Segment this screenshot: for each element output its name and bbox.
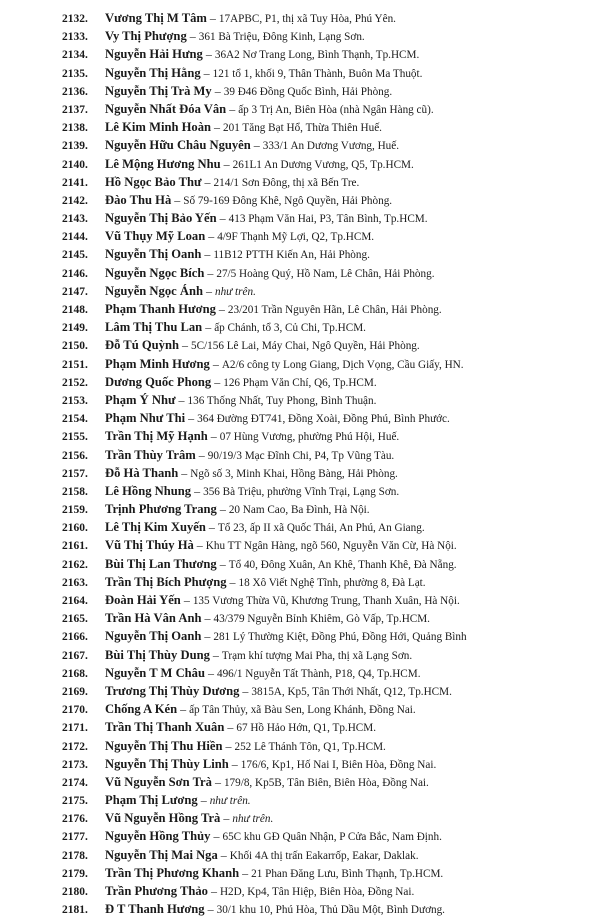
entry-address: 07 Hùng Vương, phường Phú Hội, Huế.	[219, 431, 400, 444]
entry-address: 3815A, Kp5, Tân Thới Nhất, Q12, Tp.HCM.	[251, 685, 452, 698]
entry-address: như trên.	[232, 813, 274, 826]
entry-name: Nguyễn Thị Thu Hiền	[105, 738, 223, 753]
entry-number: 2174.	[62, 776, 88, 789]
entry-separator: –	[214, 374, 221, 389]
entry-name: Chống A Kén	[105, 702, 178, 717]
list-item	[62, 155, 587, 173]
entry-name: Nguyễn Thị Thùy Linh	[105, 756, 229, 771]
entry-address: 179/8, Kp5B, Tân Biên, Biên Hòa, Đồng Nai.	[223, 776, 429, 789]
entry-number: 2180.	[62, 886, 88, 898]
entry-separator: –	[196, 538, 203, 553]
entry-separator: –	[204, 629, 211, 644]
entry-separator: –	[210, 429, 217, 444]
entry-address: 126 Phạm Văn Chí, Q6, Tp.HCM.	[223, 376, 377, 389]
entry-number: 2172.	[62, 740, 88, 753]
list-item	[62, 555, 587, 573]
entry-number: 2136.	[62, 85, 88, 98]
entry-separator: –	[253, 138, 260, 153]
entry-address: 413 Phạm Văn Hai, P3, Tân Bình, Tp.HCM.	[228, 213, 428, 226]
entry-number: 2148.	[62, 304, 88, 316]
entry-address: 17APBC, P1, thị xã Tuy Hòa, Phú Yên.	[218, 13, 396, 25]
entry-name: Nguyễn Thị Hằng	[105, 65, 201, 80]
entry-address: 20 Nam Cao, Ba Đình, Hà Nội.	[228, 504, 370, 517]
entry-separator: –	[218, 302, 225, 316]
entry-address: 43/379 Nguyễn Bỉnh Khiêm, Gò Vấp, Tp.HCM.	[213, 613, 430, 626]
list-item	[62, 900, 587, 918]
entry-separator: –	[204, 611, 211, 626]
entry-name: Phạm Thị Lương	[105, 793, 198, 808]
list-item	[62, 245, 587, 263]
entry-separator: –	[229, 101, 236, 116]
entry-address: 90/19/3 Mạc Đĩnh Chi, P4, Tp Vũng Tàu.	[207, 449, 395, 462]
entry-address: như trên.	[214, 285, 256, 298]
entry-name: Vũ Nguyễn Sơn Trà	[105, 774, 212, 789]
entry-separator: –	[214, 83, 221, 98]
list-item	[62, 318, 587, 336]
entry-address: 361 Bà Triệu, Đông Kinh, Lạng Sơn.	[198, 31, 365, 44]
entry-address: 364 Đường ĐT741, Đồng Xoài, Đồng Phú, Bình Phước.	[197, 413, 450, 426]
list-item	[62, 391, 587, 409]
entry-name: Đỗ Tú Quỳnh	[105, 338, 179, 353]
entry-separator: –	[198, 447, 205, 462]
entry-separator: –	[242, 865, 249, 880]
entry-separator: –	[207, 265, 214, 280]
entry-name: Trần Phương Thảo	[105, 884, 208, 898]
entry-name: Phạm Như Thi	[105, 411, 186, 426]
entry-name: Trương Thị Thùy Dương	[105, 683, 240, 698]
directory-list	[62, 9, 587, 918]
entry-number: 2149.	[62, 322, 88, 335]
list-item	[62, 336, 587, 354]
entry-number: 2143.	[62, 213, 88, 226]
entry-number: 2141.	[62, 176, 88, 189]
list-item	[62, 755, 587, 773]
entry-name: Trần Thị Bích Phượng	[105, 574, 227, 589]
entry-name: Vy Thị Phượng	[105, 29, 187, 44]
entry-name: Trần Thị Thanh Xuân	[105, 720, 225, 735]
entry-name: Nguyễn Thị Oanh	[105, 629, 202, 644]
entry-separator: –	[180, 702, 187, 717]
entry-separator: –	[205, 320, 212, 335]
entry-number: 2161.	[62, 540, 88, 553]
entry-number: 2155.	[62, 431, 88, 444]
entry-separator: –	[242, 683, 249, 698]
entry-address: 333/1 An Dương Vương, Huế.	[262, 140, 400, 153]
entry-number: 2176.	[62, 813, 88, 826]
list-item	[62, 627, 587, 645]
entry-number: 2159.	[62, 504, 88, 517]
entry-address: ấp 3 Trị An, Biên Hòa (nhà Ngân Hàng cũ).	[238, 103, 434, 116]
entry-name: Trịnh Phương Trang	[105, 502, 217, 517]
list-item	[62, 646, 587, 664]
entry-separator: –	[223, 156, 230, 171]
list-item	[62, 573, 587, 591]
entry-address: 252 Lê Thánh Tôn, Q1, Tp.HCM.	[234, 740, 386, 753]
entry-number: 2139.	[62, 140, 88, 153]
entry-number: 2142.	[62, 194, 88, 207]
entry-name: Nguyễn Nhất Đóa Vân	[105, 101, 227, 116]
entry-name: Trần Thị Mỹ Hạnh	[105, 429, 208, 444]
entry-separator: –	[231, 756, 238, 771]
entry-separator: –	[209, 11, 216, 25]
list-item	[62, 191, 587, 209]
entry-number: 2154.	[62, 413, 88, 426]
entry-separator: –	[208, 520, 215, 535]
list-item	[62, 173, 587, 191]
entry-number: 2175.	[62, 795, 88, 808]
entry-name: Nguyễn Ngọc Ánh	[105, 283, 203, 298]
entry-name: Lê Mộng Hương Nhu	[105, 156, 221, 171]
entry-number: 2170.	[62, 704, 88, 717]
entry-number: 2152.	[62, 376, 88, 389]
entry-address: A2/6 công ty Long Giang, Dịch Vọng, Cầu Giấy, HN.	[221, 358, 464, 371]
entry-number: 2140.	[62, 158, 88, 171]
list-item	[62, 9, 587, 27]
list-item	[62, 373, 587, 391]
entry-number: 2160.	[62, 522, 88, 535]
entry-number: 2157.	[62, 467, 88, 480]
entry-separator: –	[207, 902, 214, 917]
entry-number: 2156.	[62, 449, 88, 462]
entry-name: Lâm Thị Thu Lan	[105, 320, 203, 335]
entry-separator: –	[205, 283, 212, 298]
entry-address: 23/201 Trần Nguyên Hãn, Lê Chân, Hải Phòng.	[227, 304, 442, 316]
entry-address: 214/1 Sơn Đông, thị xã Bến Tre.	[213, 176, 360, 189]
entry-name: Lê Kim Minh Hoàn	[105, 120, 212, 135]
list-item	[62, 64, 587, 82]
entry-number: 2167.	[62, 649, 88, 662]
entry-name: Đ T Thanh Hương	[105, 902, 205, 917]
entry-name: Trần Thị Phương Khanh	[105, 865, 240, 880]
entry-separator: –	[200, 793, 207, 808]
list-item	[62, 427, 587, 445]
entry-address: 201 Tăng Bạt Hổ, Thừa Thiên Huế.	[223, 122, 382, 135]
entry-address: 65C khu GĐ Quân Nhận, P Cửa Bắc, Nam Định.	[222, 831, 442, 844]
entry-name: Đoàn Hải Yến	[105, 593, 181, 607]
entry-number: 2169.	[62, 685, 88, 698]
entry-separator: –	[183, 593, 190, 607]
entry-number: 2132.	[62, 13, 88, 25]
entry-separator: –	[181, 465, 188, 480]
entry-address: 18 Xô Viết Nghệ Tĩnh, phường 8, Đà Lạt.	[238, 576, 426, 589]
list-item	[62, 300, 587, 318]
entry-number: 2173.	[62, 758, 88, 771]
entry-address: Trạm khí tượng Mai Pha, thị xã Lạng Sơn.	[221, 649, 413, 662]
list-item	[62, 682, 587, 700]
entry-address: 11B12 PTTH Kiến An, Hải Phòng.	[213, 249, 370, 262]
entry-separator: –	[220, 847, 227, 862]
entry-address: 27/5 Hoàng Quý, Hồ Nam, Lê Chân, Hải Phòng.	[216, 267, 435, 280]
entry-address: Số 79-169 Đông Khê, Ngô Quyền, Hải Phòng.	[183, 194, 393, 207]
list-item	[62, 209, 587, 227]
list-item	[62, 118, 587, 136]
entry-separator: –	[174, 192, 181, 207]
entry-number: 2179.	[62, 867, 88, 880]
entry-name: Đỗ Hà Thanh	[105, 465, 179, 480]
entry-name: Phạm Ý Như	[105, 392, 176, 407]
entry-name: Trần Hà Vân Anh	[105, 611, 202, 626]
entry-number: 2138.	[62, 122, 88, 135]
list-item	[62, 409, 587, 427]
entry-address: 36A2 Nơ Trang Long, Bình Thạnh, Tp.HCM.	[214, 49, 420, 62]
list-item	[62, 664, 587, 682]
list-item	[62, 500, 587, 518]
entry-number: 2144.	[62, 231, 88, 244]
entry-number: 2171.	[62, 722, 88, 735]
entry-name: Nguyễn Thị Oanh	[105, 247, 202, 262]
entry-address: 121 tổ 1, khối 9, Thân Thành, Buôn Ma Thuột.	[212, 67, 423, 80]
entry-number: 2181.	[62, 904, 88, 917]
list-item	[62, 227, 587, 245]
list-item	[62, 100, 587, 118]
entry-separator: –	[210, 884, 217, 898]
list-item	[62, 264, 587, 282]
list-item	[62, 700, 587, 718]
entry-number: 2145.	[62, 249, 88, 262]
entry-name: Trần Thùy Trâm	[105, 447, 196, 462]
entry-separator: –	[213, 829, 220, 844]
entry-address: 136 Thống Nhất, Tuy Phong, Bình Thuận.	[187, 394, 377, 407]
entry-address: Tổ 40, Đông Xuân, An Khê, Thanh Khê, Đà Nẵng.	[228, 558, 457, 571]
list-item	[62, 464, 587, 482]
entry-number: 2165.	[62, 613, 88, 626]
entry-name: Nguyễn T M Châu	[105, 665, 205, 680]
entry-name: Hồ Ngọc Bảo Thư	[105, 174, 202, 189]
entry-separator: –	[189, 29, 196, 44]
entry-address: 5C/156 Lê Lai, Máy Chai, Ngô Quyền, Hải Phòng.	[190, 340, 420, 353]
entry-address: Ngõ số 3, Minh Khai, Hồng Bàng, Hải Phòng.	[190, 467, 398, 480]
entry-number: 2135.	[62, 67, 88, 80]
entry-name: Nguyễn Thị Trà My	[105, 83, 212, 98]
entry-number: 2158.	[62, 485, 88, 498]
entry-separator: –	[178, 392, 185, 407]
entry-number: 2168.	[62, 667, 88, 680]
entry-separator: –	[203, 65, 210, 80]
entry-separator: –	[223, 811, 230, 826]
list-item	[62, 518, 587, 536]
list-item	[62, 864, 587, 882]
entry-address: Khối 4A thị trấn Eakarrốp, Eakar, Daklak.	[229, 849, 419, 862]
entry-address: ấp Chánh, tổ 3, Củ Chi, Tp.HCM.	[214, 322, 366, 335]
entry-separator: –	[214, 120, 221, 135]
entry-separator: –	[229, 574, 236, 589]
entry-name: Nguyễn Thị Mai Nga	[105, 847, 218, 862]
entry-separator: –	[204, 247, 211, 262]
entry-name: Nguyễn Thị Bảo Yến	[105, 211, 217, 226]
list-item	[62, 846, 587, 864]
list-item	[62, 591, 587, 609]
entry-separator: –	[208, 229, 215, 244]
entry-name: Nguyễn Hồng Thủy	[105, 829, 211, 844]
entry-number: 2164.	[62, 595, 88, 607]
list-item	[62, 609, 587, 627]
list-item	[62, 136, 587, 154]
entry-address: 281 Lý Thường Kiệt, Đồng Phú, Đồng Hới, Quảng Bình	[213, 631, 467, 644]
entry-address: Tổ 23, ấp II xã Quốc Thái, An Phú, An Giang.	[217, 522, 425, 535]
entry-number: 2147.	[62, 285, 88, 298]
list-item	[62, 82, 587, 100]
entry-separator: –	[219, 502, 226, 517]
list-item	[62, 791, 587, 809]
entry-separator: –	[227, 720, 234, 735]
entry-address: H2D, Kp4, Tân Hiệp, Biên Hòa, Đồng Nai.	[219, 886, 415, 898]
entry-separator: –	[212, 647, 219, 662]
entry-separator: –	[188, 411, 195, 426]
entry-name: Lê Thị Kim Xuyến	[105, 520, 206, 535]
list-item	[62, 45, 587, 63]
list-item	[62, 737, 587, 755]
entry-number: 2163.	[62, 576, 88, 589]
list-item	[62, 827, 587, 845]
list-item	[62, 773, 587, 791]
list-item	[62, 536, 587, 554]
list-item	[62, 27, 587, 45]
entry-address: 21 Phan Đăng Lưu, Bình Thạnh, Tp.HCM.	[251, 867, 444, 880]
entry-separator: –	[219, 556, 226, 571]
entry-address: 176/6, Kp1, Hố Nai I, Biên Hòa, Đồng Nai.	[240, 758, 437, 771]
entry-separator: –	[205, 47, 212, 62]
entry-separator: –	[212, 356, 219, 371]
entry-address: Khu TT Ngân Hàng, ngõ 560, Nguyễn Văn Cừ, Hà Nội.	[205, 540, 457, 553]
list-item	[62, 718, 587, 736]
entry-number: 2166.	[62, 631, 88, 644]
entry-address: ấp Tân Thủy, xã Bàu Sen, Long Khánh, Đồng Nai.	[189, 704, 416, 717]
entry-name: Đào Thu Hà	[105, 192, 172, 207]
entry-address: 135 Vương Thừa Vũ, Khương Trung, Thanh Xuân, Hà Nội.	[192, 595, 460, 607]
list-item	[62, 482, 587, 500]
entry-address: 261L1 An Dương Vương, Q5, Tp.HCM.	[232, 158, 414, 171]
entry-name: Phạm Thanh Hương	[105, 302, 216, 316]
entry-number: 2178.	[62, 849, 88, 862]
entry-name: Vũ Thị Thúy Hà	[105, 538, 194, 553]
entry-address: 4/9F Thạnh Mỹ Lợi, Q2, Tp.HCM.	[217, 231, 375, 244]
entry-number: 2133.	[62, 31, 88, 44]
entry-name: Nguyễn Hải Hưng	[105, 47, 203, 62]
list-item	[62, 809, 587, 827]
entry-number: 2137.	[62, 103, 88, 116]
entry-separator: –	[194, 483, 201, 498]
list-item	[62, 446, 587, 464]
entry-number: 2153.	[62, 394, 88, 407]
list-item	[62, 282, 587, 300]
entry-name: Bùi Thị Lan Thương	[105, 556, 217, 571]
entry-separator: –	[219, 211, 226, 226]
entry-number: 2151.	[62, 358, 88, 371]
entry-name: Nguyễn Ngọc Bích	[105, 265, 205, 280]
entry-number: 2162.	[62, 558, 88, 571]
entry-separator: –	[214, 774, 221, 789]
entry-address: 39 Đ46 Đồng Quốc Bình, Hải Phòng.	[223, 85, 393, 98]
entry-separator: –	[225, 738, 232, 753]
entry-name: Vương Thị M Tâm	[105, 11, 207, 25]
entry-address: 30/1 khu 10, Phú Hòa, Thủ Dầu Một, Bình Dương.	[216, 904, 445, 917]
entry-number: 2177.	[62, 831, 88, 844]
entry-name: Phạm Minh Hương	[105, 356, 210, 371]
entry-name: Dương Quốc Phong	[105, 374, 212, 389]
entry-number: 2134.	[62, 49, 88, 62]
entry-name: Vũ Thụy Mỹ Loan	[105, 229, 206, 244]
entry-name: Nguyễn Hữu Châu Nguyên	[105, 138, 251, 153]
entry-separator: –	[207, 665, 214, 680]
entry-address: 496/1 Nguyễn Tất Thành, P18, Q4, Tp.HCM.	[216, 667, 421, 680]
entry-number: 2146.	[62, 267, 88, 280]
entry-name: Bùi Thị Thùy Dung	[105, 647, 210, 662]
entry-separator: –	[204, 174, 211, 189]
entry-name: Lê Hồng Nhung	[105, 483, 192, 498]
entry-number: 2150.	[62, 340, 88, 353]
entry-address: 356 Bà Triệu, phường Vĩnh Trại, Lạng Sơn.	[203, 485, 400, 498]
entry-address: 67 Hồ Hảo Hớn, Q1, Tp.HCM.	[236, 722, 377, 735]
list-item	[62, 882, 587, 900]
entry-name: Vũ Nguyễn Hồng Trà	[105, 811, 221, 826]
entry-separator: –	[181, 338, 188, 353]
list-item	[62, 355, 587, 373]
entry-address: như trên.	[209, 795, 251, 808]
